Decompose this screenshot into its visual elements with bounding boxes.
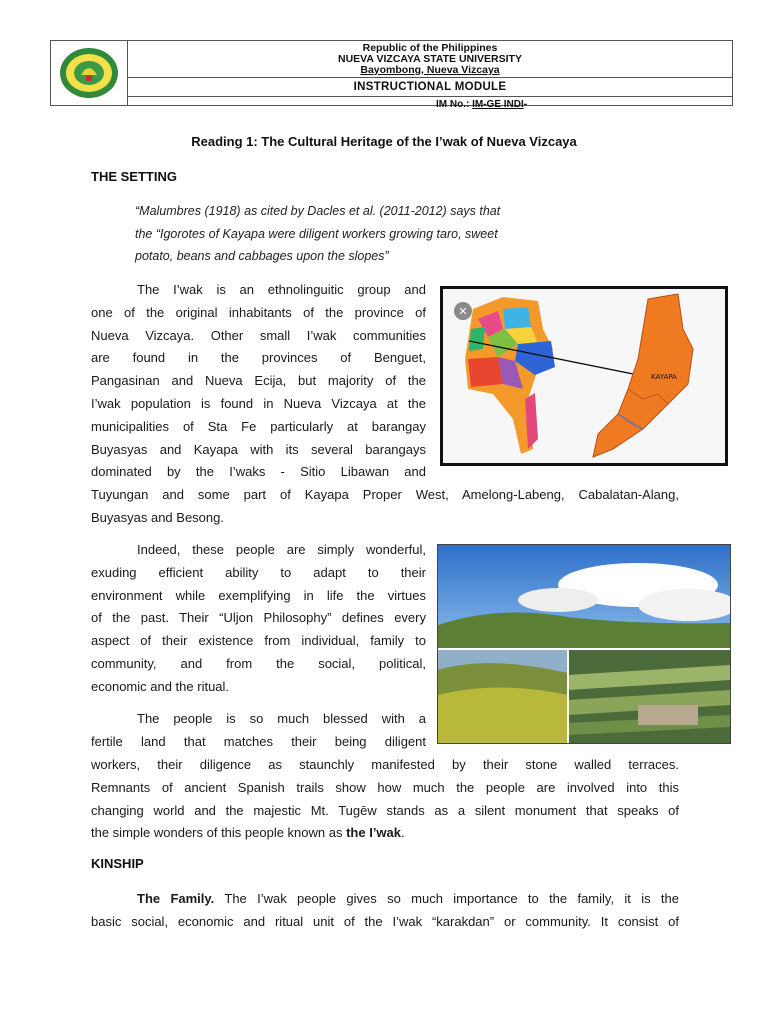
paragraph-setting-1-cont: Tuyungan and some part of Kayapa Proper West, Amelong-Labeng, Cabalatan-Alang, Buyasyas and Besong. <box>91 487 679 525</box>
quote-block: “Malumbres (1918) as cited by Dacles et al. (2011-2012) says that the “Igorotes of Kayapa were diligent workers growing taro, sweet potato, beans and cabbages upon the slopes” <box>135 204 501 263</box>
section-heading-setting: THE SETTING <box>91 169 177 184</box>
module-label: INSTRUCTIONAL MODULE <box>128 78 732 97</box>
paragraph-setting-2: Indeed, these people are simply wonderful, exuding efficient ability to adapt to their environment while exemplifying in life the virtues of the past. Their “Uljon Philosophy” defines every aspect of their existence from individual, family to community, and from the social, political, economic and the ritual. <box>91 542 426 694</box>
paragraph-family: The Family. The I’wak people gives so much importance to the family, it is the basic social, economic and ritual unit of the I’wak “karakdan” or community. It consist of <box>91 891 680 929</box>
paragraph-setting-3-cont: workers, their diligence as staunchly manifested by their stone walled terraces. Remnants of ancient Spanish trails show how much the people are involved into this changing world and the majestic Mt. Tugēw stands as a silent monument that speaks of the simple wonders of this people known as the I’wak. <box>91 757 679 841</box>
university-name: NUEVA VIZCAYA STATE UNIVERSITY <box>338 53 522 65</box>
university-address: Bayombong, Nueva Vizcaya <box>360 64 500 76</box>
landscape-photo-collage <box>437 544 731 744</box>
paragraph-setting-1: The I’wak is an ethnolinguitic group and one of the original inhabitants of the province of Nueva Vizcaya. Other small I’wak communities are found in the provinces of Benguet, Pangasinan and Nueva Ecija, but majority of the I’wak population is found in Nueva Vizcaya at the municipalities of Sta Fe particularly at barangay Buyasyas and Kayapa with its several barangays dominated by the I’waks - Sitio Libawan and <box>91 282 426 480</box>
republic-line: Republic of the Philippines <box>362 42 498 54</box>
svg-text:✕: ✕ <box>458 305 468 318</box>
kayapa-map-label: KAYAPA <box>651 373 677 381</box>
university-seal-logo <box>50 40 128 106</box>
header-text-box <box>128 40 733 106</box>
paragraph-setting-3: The people is so much blessed with a fertile land that matches their being diligent <box>91 711 426 749</box>
im-number: IM No.: IM-GE INDI- <box>436 99 528 110</box>
document-header <box>50 40 733 106</box>
reading-title: Reading 1: The Cultural Heritage of the I’wak of Nueva Vizcaya <box>191 134 577 149</box>
kayapa-map-image <box>440 286 728 466</box>
section-heading-kinship: KINSHIP <box>91 856 144 871</box>
